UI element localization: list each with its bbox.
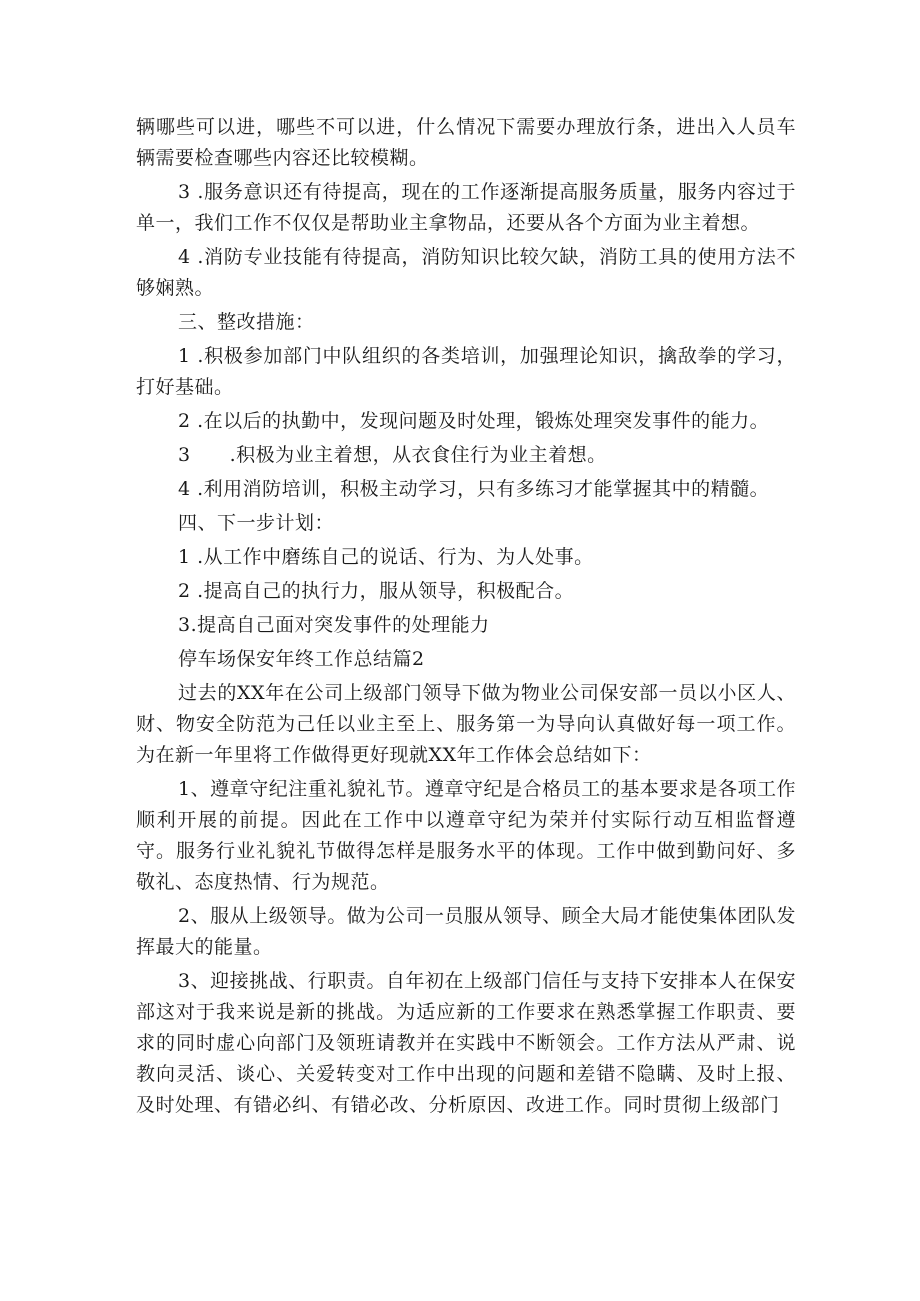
paragraph: 3、迎接挑战、行职责。自年初在上级部门信任与支持下安排本人在保安部这对于我来说是新的挑战。为适应新的工作要求在熟悉掌握工作职责、要求的同时虚心向部门及领班请教并在实践中不断领会。工作方法从严肃、说教向灵活、谈心、关爱转变对工作中出现的问题和差错不隐瞒、及时上报、及时处理、有错必纠、有错必改、分析原因、改进工作。同时贯彻上级部门 bbox=[136, 970, 796, 1116]
paragraph: 辆哪些可以进，哪些不可以进，什么情况下需要办理放行条，进出入人员车辆需要检查哪些内容还比较模糊。 bbox=[136, 116, 796, 169]
paragraph: 1 .积极参加部门中队组织的各类培训，加强理论知识，擒敌拳的学习，打好基础。 bbox=[136, 345, 796, 398]
paragraph: 3 .服务意识还有待提高，现在的工作逐渐提高服务质量，服务内容过于单一，我们工作不仅仅是帮助业主拿物品，还要从各个方面为业主着想。 bbox=[136, 181, 796, 234]
section-heading: 三、整改措施： bbox=[178, 311, 315, 333]
paragraph: 1、遵章守纪注重礼貌礼节。遵章守纪是合格员工的基本要求是各项工作顺利开展的前提。因此在工作中以遵章守纪为荣并付实际行动互相监督遵守。服务行业礼貌礼节做得怎样是服务水平的体现。工作中做到勤问好、多敬礼、态度热情、行为规范。 bbox=[136, 778, 796, 893]
paragraph: 2 .提高自己的执行力，服从领导，积极配合。 bbox=[178, 580, 575, 602]
paragraph: 4 .消防专业技能有待提高，消防知识比较欠缺，消防工具的使用方法不够娴熟。 bbox=[136, 246, 796, 299]
paragraph: 2、服从上级领导。做为公司一员服从领导、顾全大局才能使集体团队发挥最大的能量。 bbox=[136, 905, 796, 958]
section-heading: 四、下一步计划： bbox=[178, 512, 335, 534]
paragraph: 4 .利用消防培训，积极主动学习，只有多练习才能掌握其中的精髓。 bbox=[178, 478, 770, 500]
document-body bbox=[136, 112, 796, 1124]
paragraph: 3 .积极为业主着想，从衣食住行为业主着想。 bbox=[178, 444, 607, 466]
paragraph: 1 .从工作中磨练自己的说话、行为、为人处事。 bbox=[178, 546, 594, 568]
paragraph: 过去的XX年在公司上级部门领导下做为物业公司保安部一员以小区人、财、物安全防范为己任以业主至上、服务第一为导向认真做好每一项工作。为在新一年里将工作做得更好现就XX年工作体会总结如下： bbox=[136, 682, 796, 766]
paragraph: 2 .在以后的执勤中，发现问题及时处理，锻炼处理突发事件的能力。 bbox=[178, 410, 770, 432]
article-title: 停车场保安年终工作总结篇2 bbox=[178, 648, 425, 670]
paragraph: 3.提高自己面对突发事件的处理能力 bbox=[178, 614, 490, 636]
